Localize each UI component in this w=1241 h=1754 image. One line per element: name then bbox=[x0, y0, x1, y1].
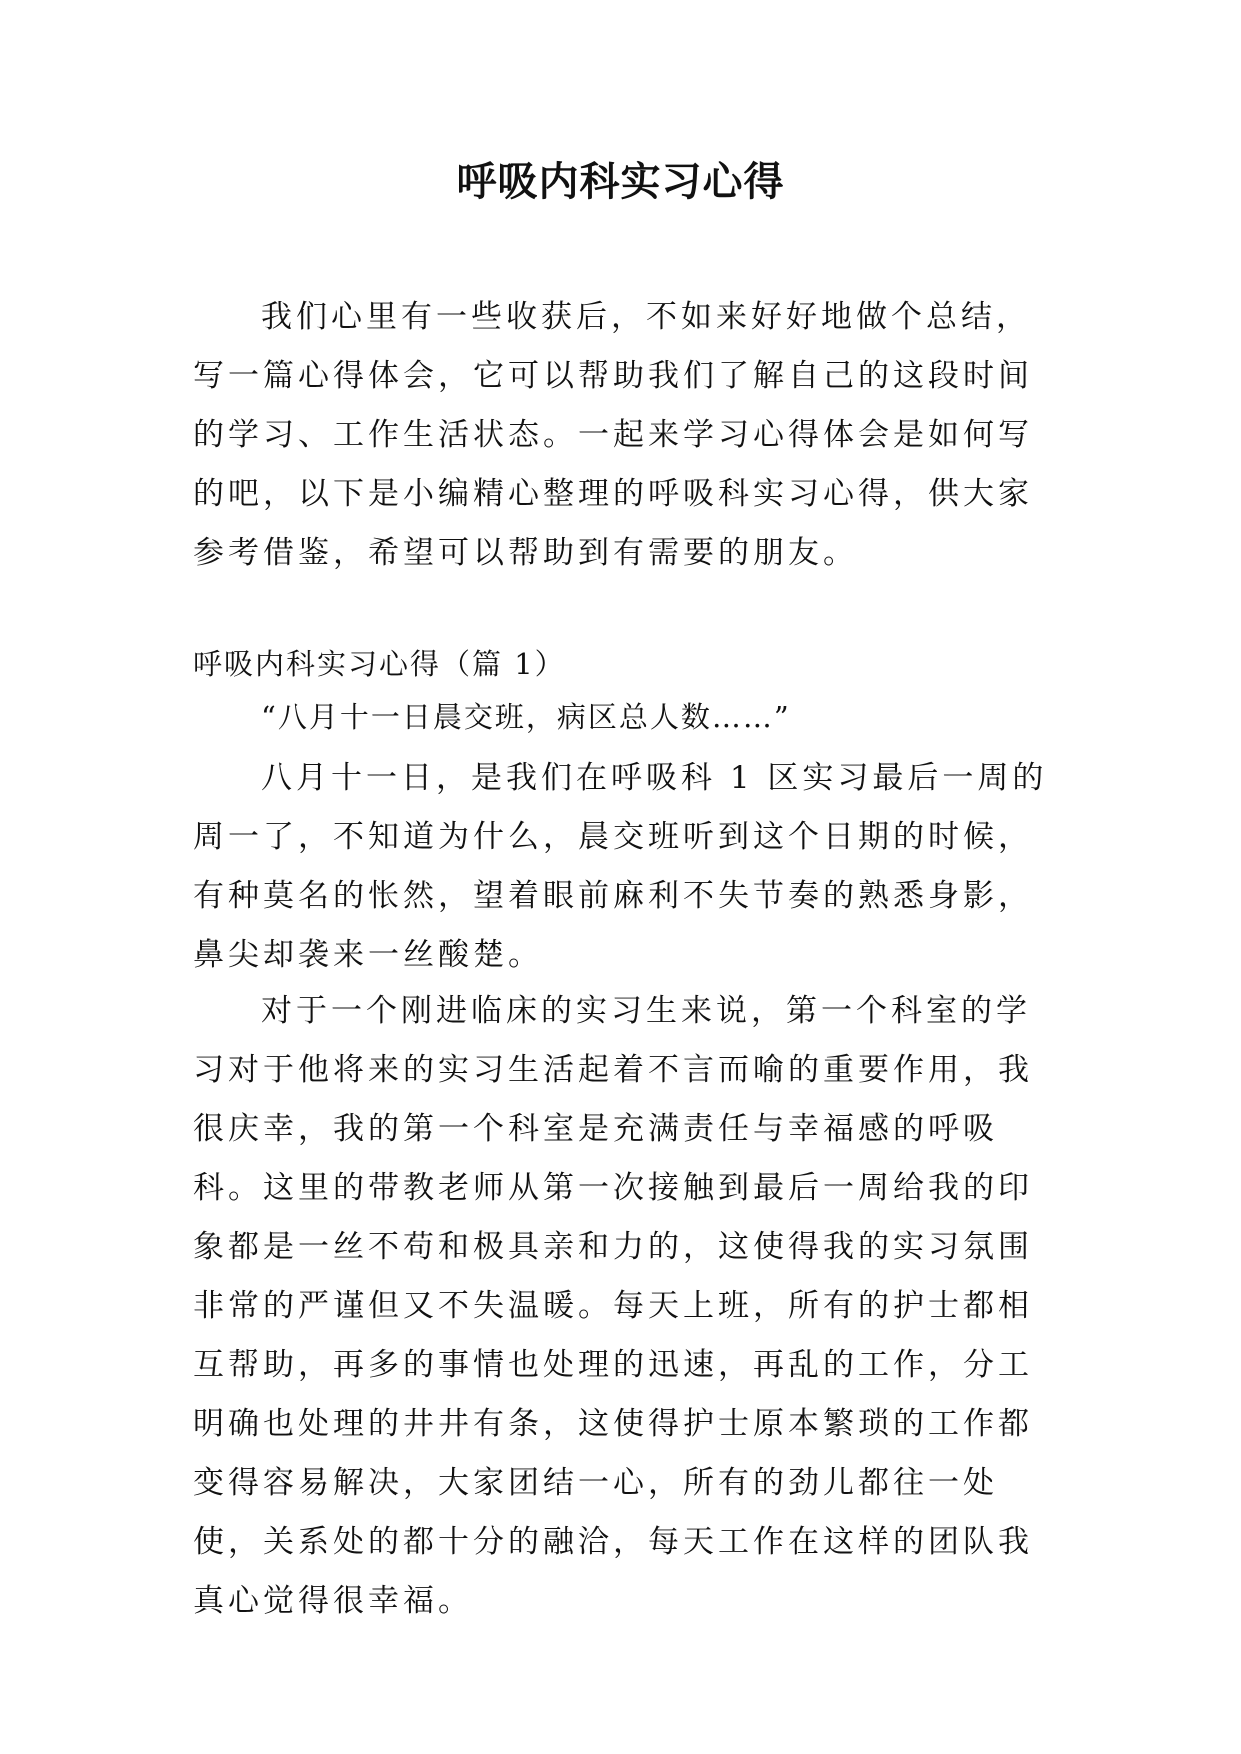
body-paragraph: 对于一个刚进临床的实习生来说，第一个科室的学习对于他将来的实习生活起着不言而喻的重要作用，我很庆幸，我的第一个科室是充满责任与幸福感的呼吸科。这里的带教老师从第一次接触到最后一周给我的印象都是一丝不苟和极具亲和力的，这使得我的实习氛围非常的严谨但又不失温暖。每天上班，所有的护士都相互帮助，再多的事情也处理的迅速，再乱的工作，分工明确也处理的井井有条，这使得护士原本繁琐的工作都变得容易解决，大家团结一心，所有的劲儿都往一处使，关系处的都十分的融洽，每天工作在这样的团队我真心觉得很幸福。 bbox=[193, 993, 1033, 1619]
document-title: 呼吸内科实习心得 bbox=[456, 159, 785, 205]
section-heading: 呼吸内科实习心得（篇 1） bbox=[193, 647, 566, 681]
body-paragraph: 八月十一日，是我们在呼吸科 1 区实习最后一周的周一了，不知道为什么，晨交班听到这个日期的时候，有种莫名的怅然，望着眼前麻利不失节奏的熟悉身影，鼻尖却袭来一丝酸楚。 bbox=[193, 760, 1048, 973]
quote-line: “八月十一日晨交班，病区总人数……” bbox=[261, 700, 791, 734]
intro-paragraph: 我们心里有一些收获后，不如来好好地做个总结，写一篇心得体会，它可以帮助我们了解自己的这段时间的学习、工作生活状态。一起来学习心得体会是如何写的吧，以下是小编精心整理的呼吸科实习心得，供大家参考借鉴，希望可以帮助到有需要的朋友。 bbox=[193, 299, 1033, 571]
